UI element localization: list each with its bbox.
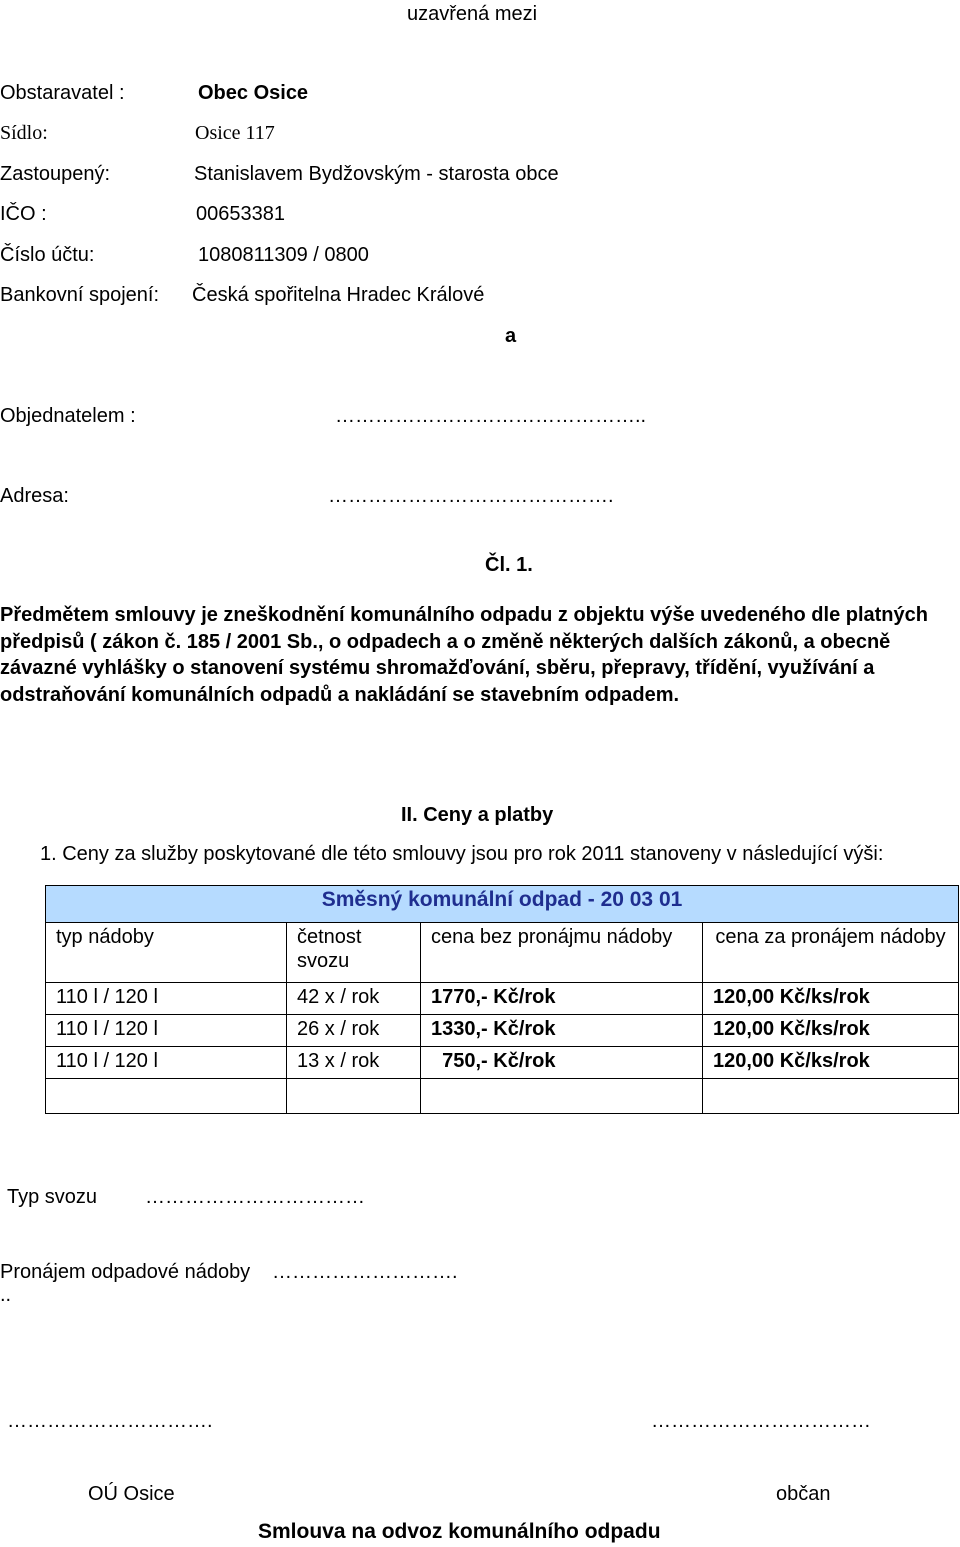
pickup-type-fill-line: …………………………… — [145, 1186, 365, 1208]
table-row — [46, 983, 959, 1015]
column-header: cena za pronájem nádoby — [703, 923, 959, 983]
column-header: cena bez pronájmu nádoby — [421, 923, 703, 983]
document-title: Smlouva na odvoz komunálního odpadu — [258, 1520, 661, 1543]
address-fill-line: ……………………………………. — [328, 485, 614, 507]
table-row — [46, 1015, 959, 1047]
seat-value: Osice 117 — [195, 122, 275, 144]
contractor-value: Obec Osice — [198, 82, 309, 104]
price-table — [45, 885, 959, 1114]
bank-label: Bankovní spojení: — [0, 284, 159, 306]
table-cell: 42 x / rok — [287, 983, 421, 1015]
orderer-fill-line: ……………………………………….. — [335, 405, 647, 427]
and-separator: a — [505, 325, 517, 347]
table-cell: 13 x / rok — [287, 1047, 421, 1079]
ico-label: IČO : — [0, 203, 47, 225]
address-label: Adresa: — [0, 485, 69, 507]
table-cell: 1330,- Kč/rok — [421, 1015, 703, 1047]
table-cell: 26 x / rok — [287, 1015, 421, 1047]
table-cell — [46, 1079, 287, 1114]
account-value: 1080811309 / 0800 — [198, 244, 369, 266]
table-cell: 110 l / 120 l — [46, 983, 287, 1015]
table-row-empty — [46, 1079, 959, 1114]
represented-label: Zastoupený: — [0, 163, 111, 185]
article-1-heading: Čl. 1. — [485, 554, 533, 576]
table-cell: 120,00 Kč/ks/rok — [703, 1047, 959, 1079]
table-cell: 120,00 Kč/ks/rok — [703, 983, 959, 1015]
column-header: typ nádoby — [46, 923, 287, 983]
rental-label: Pronájem odpadové nádoby — [0, 1261, 251, 1283]
bank-value: Česká spořitelna Hradec Králové — [192, 284, 485, 306]
orderer-label: Objednatelem : — [0, 405, 136, 427]
table-header-row — [46, 923, 959, 983]
table-cell — [287, 1079, 421, 1114]
signature-label-left: OÚ Osice — [88, 1483, 175, 1505]
pickup-type-label: Typ svozu — [7, 1186, 98, 1208]
seat-label: Sídlo: — [0, 122, 48, 144]
table-title: Směsný komunální odpad - 20 03 01 — [46, 886, 959, 923]
document-intro-text: uzavřená mezi — [407, 3, 538, 25]
table-cell — [703, 1079, 959, 1114]
table-cell: 1770,- Kč/rok — [421, 983, 703, 1015]
article-1-text: Předmětem smlouvy je zneškodnění komunálního odpadu z objektu výše uvedeného dle platných předpisů ( zákon č. 185 / 2001 Sb., o odpadech a o změně některých dalších zákonů, a obecně závazné vyhlášky o stanovení systému shromažďování, sběru, přepravy, třídění, využívání a odstraňování komunálních odpadů a nakládání se stavebním odpadem. — [0, 604, 928, 706]
article-2-intro: 1. Ceny za služby poskytované dle této smlouvy jsou pro rok 2011 stanoveny v následující výši: — [40, 843, 884, 865]
table-row — [46, 1047, 959, 1079]
signature-label-right: občan — [776, 1483, 831, 1505]
article-2-heading: II. Ceny a platby — [401, 804, 554, 826]
represented-value: Stanislavem Bydžovským - starosta obce — [194, 163, 559, 185]
signature-line-right: …………………………… — [651, 1410, 871, 1432]
rental-fill-line-continued: .. — [0, 1284, 12, 1306]
column-header: četnost svozu — [287, 923, 421, 983]
table-cell: 110 l / 120 l — [46, 1047, 287, 1079]
table-cell: 120,00 Kč/ks/rok — [703, 1015, 959, 1047]
signature-line-left: …………………………. — [7, 1410, 213, 1432]
contractor-label: Obstaravatel : — [0, 82, 125, 104]
table-cell: 110 l / 120 l — [46, 1015, 287, 1047]
table-cell — [421, 1079, 703, 1114]
account-label: Číslo účtu: — [0, 244, 95, 266]
ico-value: 00653381 — [196, 203, 285, 225]
table-cell: 750,- Kč/rok — [421, 1047, 703, 1079]
rental-fill-line: ………………………. — [272, 1261, 458, 1283]
